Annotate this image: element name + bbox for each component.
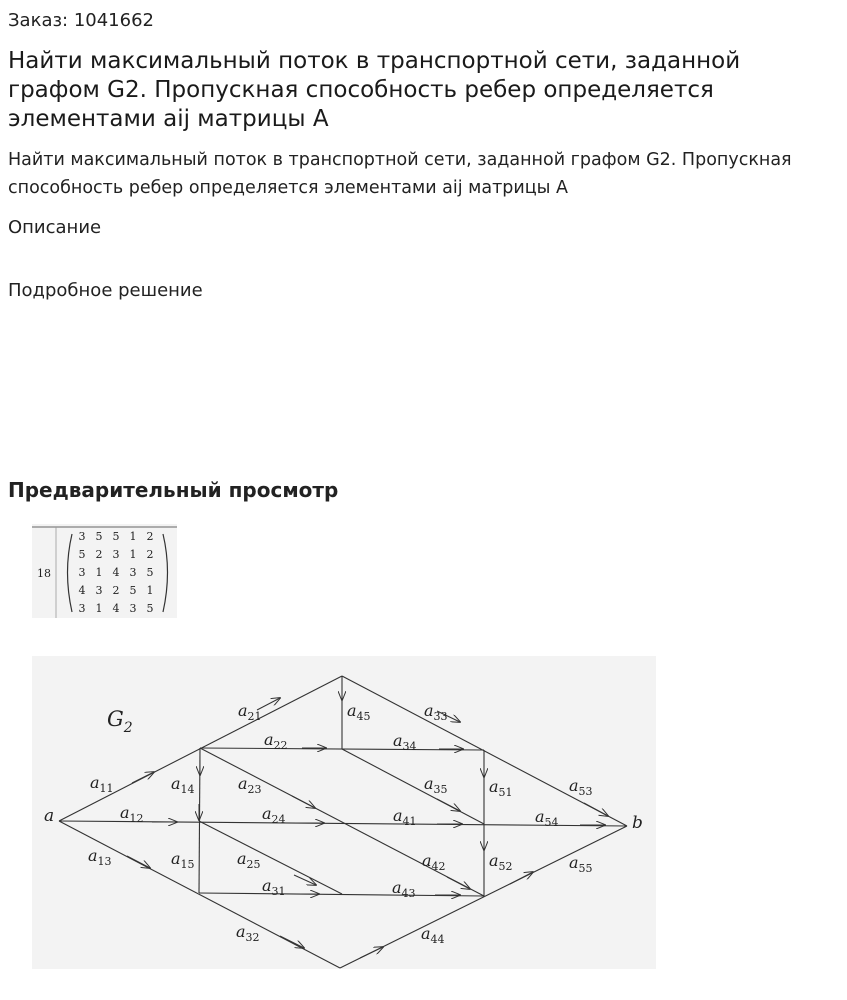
matrix-cell-4-3: 2: [112, 584, 120, 597]
matrix-cell-5-5: 5: [146, 602, 154, 615]
matrix-cell-4-1: 4: [78, 584, 86, 597]
arrow-a53: [584, 803, 608, 816]
matrix-right-paren: [163, 534, 168, 612]
arrow-a25: [294, 875, 316, 885]
arrow-a23: [292, 796, 315, 808]
matrix-variant: 18: [37, 567, 51, 580]
edge-label-a53: $a_{53}$: [569, 776, 593, 798]
arrow-a35: [437, 799, 460, 811]
matrix-cell-5-3: 4: [112, 602, 120, 615]
edge-label-a31: $a_{31}$: [262, 876, 286, 898]
edge-label-a34: $a_{34}$: [393, 731, 417, 753]
preview-heading: Предварительный просмотр: [8, 478, 339, 502]
edge-diagonal-middle: [200, 748, 484, 896]
edge-label-a43: $a_{43}$: [392, 878, 416, 900]
edge-label-a51: $a_{51}$: [489, 777, 513, 799]
edge-diagonal-upper: [342, 749, 484, 824]
matrix-cell-4-4: 5: [129, 584, 137, 597]
matrix-cell-1-1: 3: [78, 530, 86, 543]
edge-label-a55: $a_{55}$: [569, 853, 593, 875]
matrix-cells: [79, 530, 154, 615]
page-title: Найти максимальный поток в транспортной сети, заданной графом G2. Пропускная способность ребер определяется элементами aij матрицы А: [8, 48, 741, 132]
matrix-cell-5-1: 3: [78, 602, 86, 615]
edge-label-a11: $a_{11}$: [90, 773, 114, 795]
matrix-figure: [32, 524, 177, 618]
arrow-a32: [280, 936, 304, 948]
matrix-cell-2-5: 2: [146, 548, 154, 561]
source-node-label: a: [44, 806, 55, 826]
arrow-a21: [257, 698, 280, 710]
edge-label-a44: $a_{44}$: [421, 924, 445, 946]
edge-label-a33: $a_{33}$: [424, 701, 448, 723]
matrix-cell-4-5: 1: [146, 584, 154, 597]
matrix-cell-2-3: 3: [112, 548, 120, 561]
solution-label: Подробное решение: [8, 280, 203, 301]
matrix-cell-3-5: 5: [146, 566, 154, 579]
edge-label-a42: $a_{42}$: [422, 851, 446, 873]
matrix-cell-1-5: 2: [146, 530, 154, 543]
arrow-a42: [447, 877, 470, 889]
matrix-cell-3-4: 3: [129, 566, 137, 579]
arrow-a44: [360, 947, 383, 958]
order-number: Заказ: 1041662: [8, 10, 154, 31]
graph-name: $G_2$: [107, 707, 133, 736]
graph-preview-image: [32, 656, 656, 969]
matrix-cell-1-4: 1: [129, 530, 137, 543]
matrix-cell-2-1: 5: [78, 548, 86, 561]
edge-label-a41: $a_{41}$: [393, 806, 417, 828]
arrow-a55: [510, 872, 533, 884]
edge-label-a45: $a_{45}$: [347, 701, 371, 723]
matrix-cell-5-2: 1: [95, 602, 103, 615]
task-description: Найти максимальный поток в транспортной сети, заданной графом G2. Пропускная способность ребер определяется элементами aij матрицы А: [8, 150, 792, 198]
edge-label-a52: $a_{52}$: [489, 851, 513, 873]
edge-label-a12: $a_{12}$: [120, 803, 144, 825]
matrix-cell-3-2: 1: [95, 566, 103, 579]
edge-label-a24: $a_{24}$: [262, 804, 286, 826]
edge-label-a14: $a_{14}$: [171, 774, 195, 796]
edge-label-a25: $a_{25}$: [237, 849, 261, 871]
matrix-cell-4-2: 3: [95, 584, 103, 597]
edge-label-a35: $a_{35}$: [424, 774, 448, 796]
matrix-cell-3-1: 3: [78, 566, 86, 579]
edge-label-a54: $a_{54}$: [535, 807, 559, 829]
matrix-cell-5-4: 3: [129, 602, 137, 615]
edge-label-a32: $a_{32}$: [236, 922, 260, 944]
edge-label-a22: $a_{22}$: [264, 730, 288, 752]
matrix-left-paren: [68, 534, 73, 612]
sink-node-label: b: [632, 813, 643, 833]
matrix-cell-1-2: 5: [95, 530, 103, 543]
matrix-cell-2-4: 1: [129, 548, 137, 561]
edge-label-a23: $a_{23}$: [238, 774, 262, 796]
graph-figure: [32, 656, 656, 969]
edge-label-a21: $a_{21}$: [238, 701, 262, 723]
edge-label-a15: $a_{15}$: [171, 849, 195, 871]
description-label: Описание: [8, 217, 102, 238]
matrix-preview-image: [32, 524, 177, 618]
arrow-a13: [127, 856, 150, 868]
matrix-cell-1-3: 5: [112, 530, 120, 543]
edge-label-a13: $a_{13}$: [88, 846, 112, 868]
matrix-cell-3-3: 4: [112, 566, 120, 579]
matrix-cell-2-2: 2: [95, 548, 103, 561]
arrow-a11: [132, 772, 154, 783]
